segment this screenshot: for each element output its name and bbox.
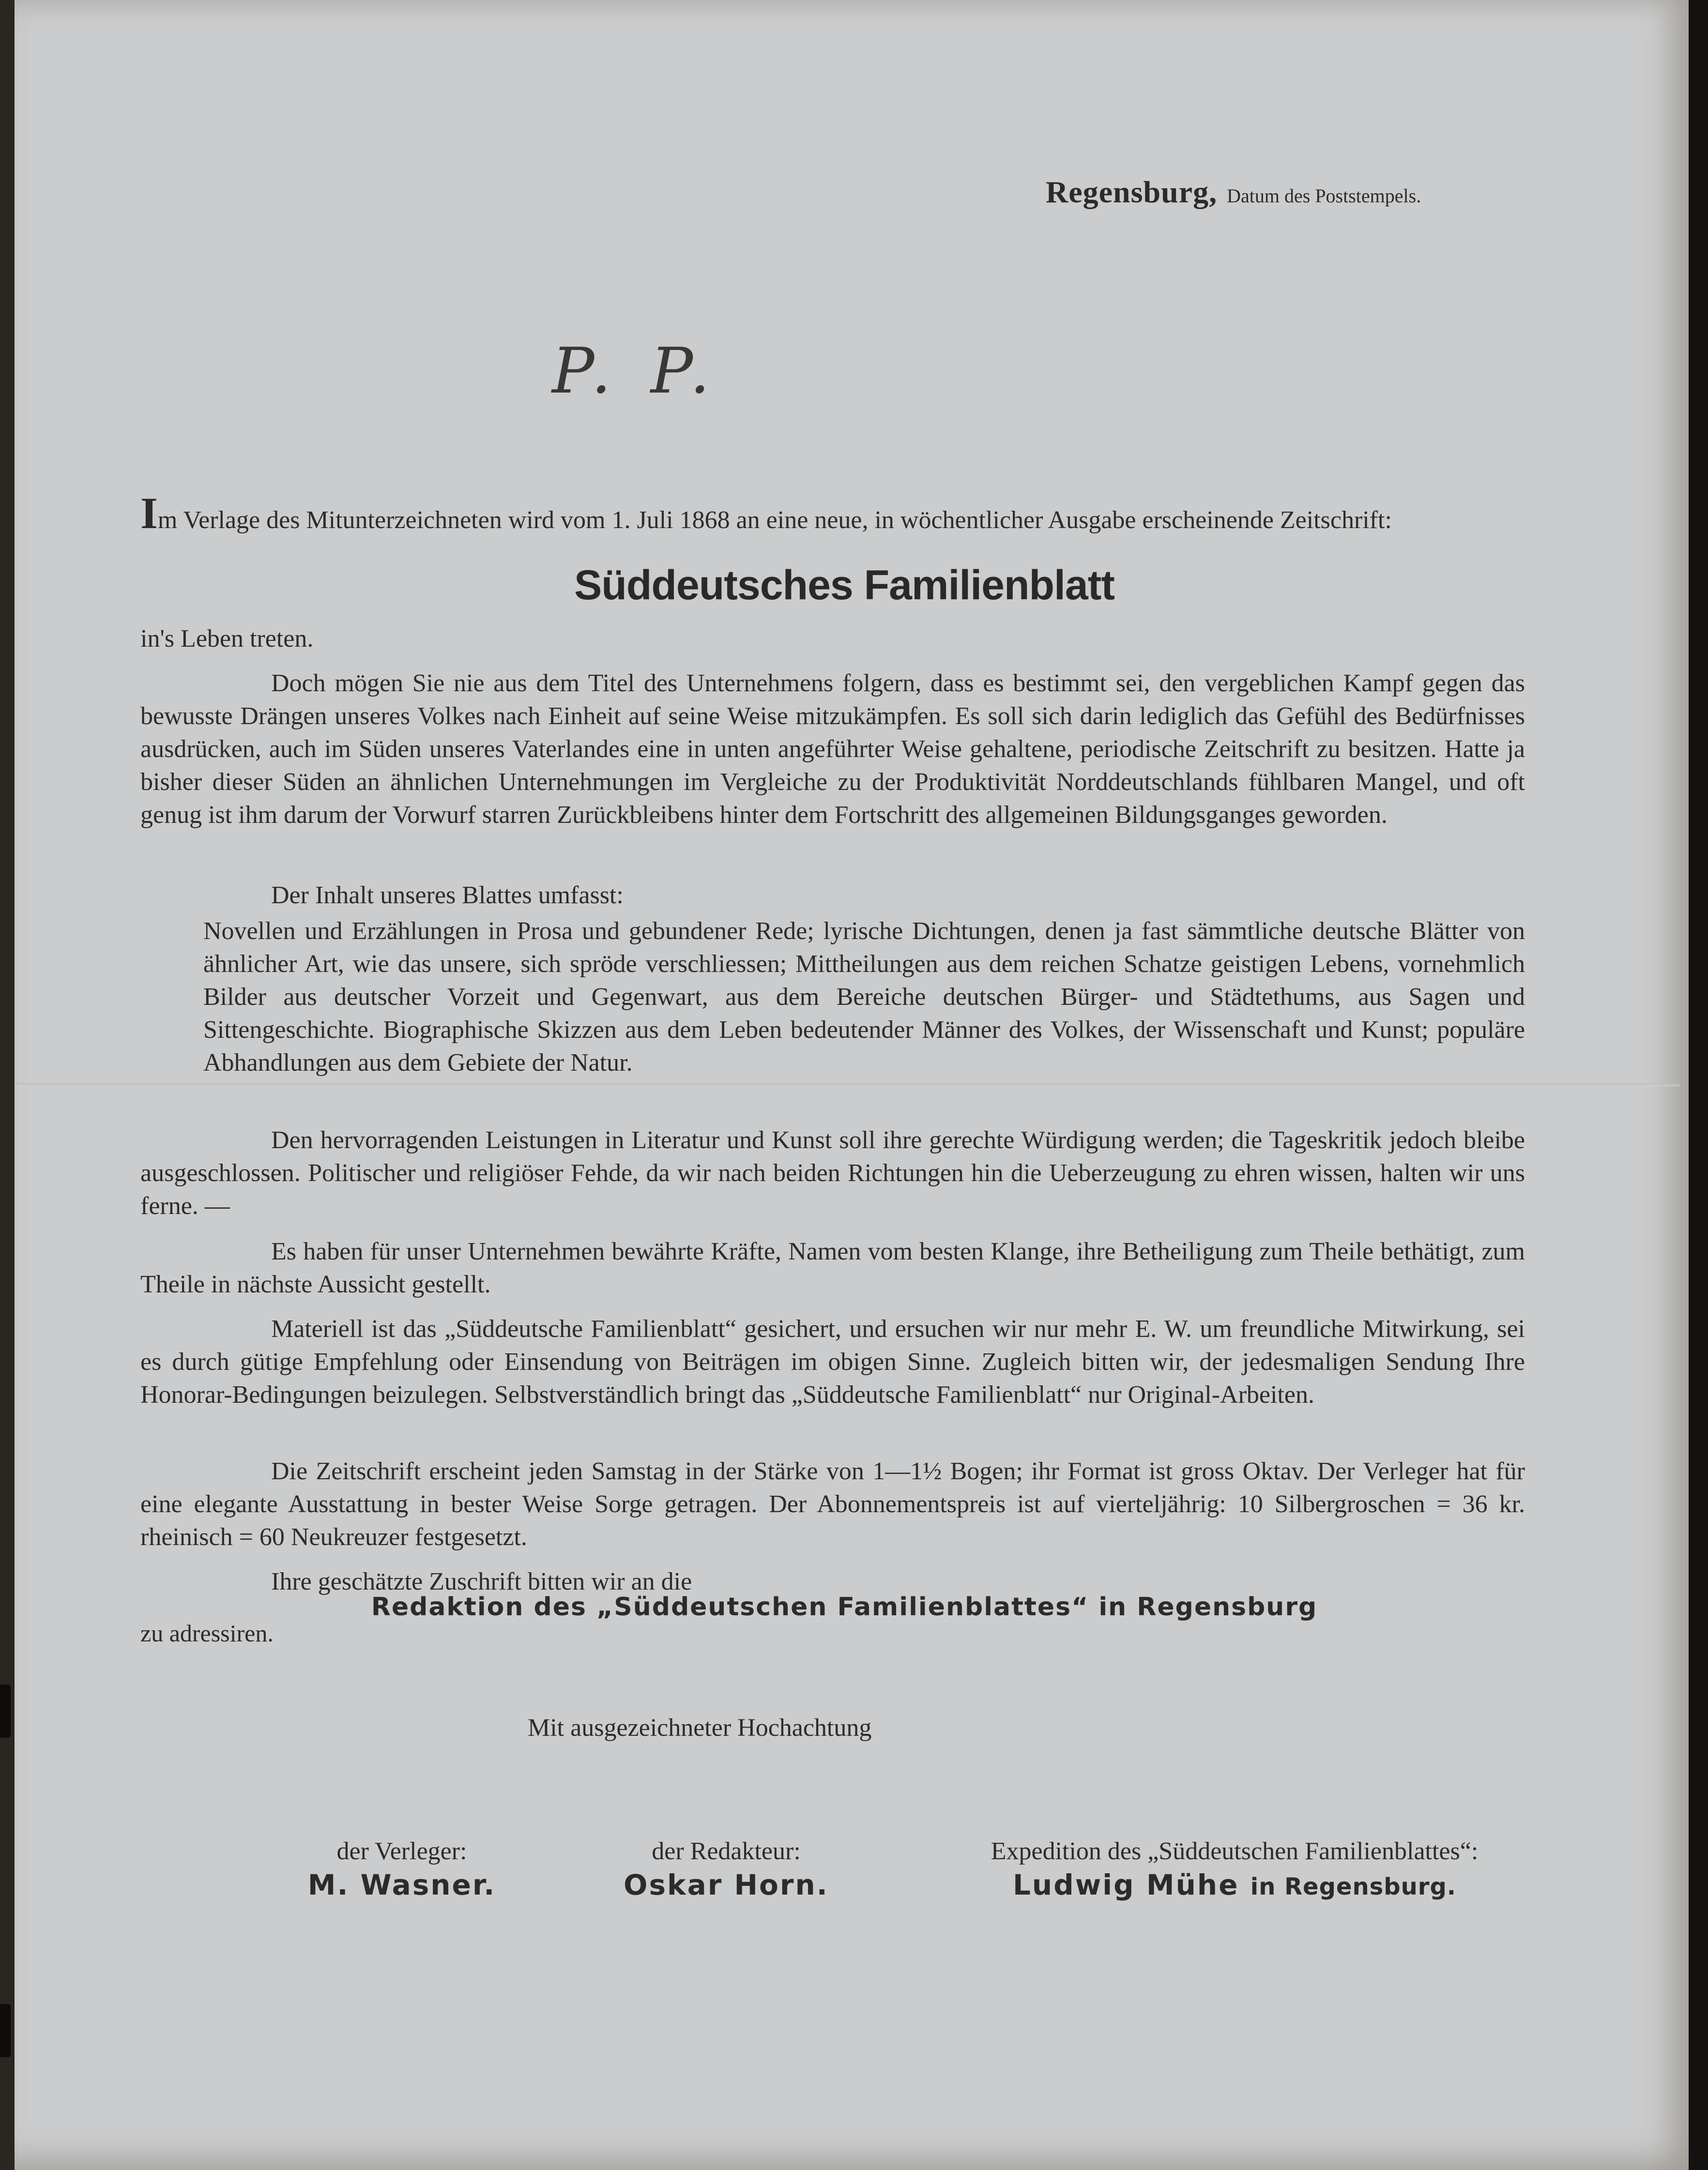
paragraph-text: Die Zeitschrift erscheint jeden Samstag in der Stärke von 1—1½ Bogen; ihr Format ist gross Oktav. Der Verleger hat für eine elegante Ausstattung in bester Weise Sorge getragen. Der Abonnementspreis ist auf vierteljährig: 10 Silbergroschen = 36 kr. rheinisch = 60 Neukreuzer festgesetzt.	[140, 1457, 1525, 1551]
signature-verleger	[271, 1837, 533, 1901]
intro-paragraph	[140, 488, 1525, 538]
paragraph-text: Doch mögen Sie nie aus dem Titel des Unternehmens folgern, dass es bestimmt sei, den vergeblichen Kampf gegen das bewusste Drängen unseres Volkes nach Einheit auf seine Weise mitzukämpfen. Es soll sich darin lediglich das Gefühl des Bedürfnisses ausdrücken, auch im Süden unseres Vaterlandes eine in unten angeführter Weise gehaltene, periodische Zeitschrift zu besitzen. Hatte ja bisher dieser Süden an ähnlichen Unternehmungen im Vergleiche zu der Produktivität Norddeutschlands fühlbaren Mangel, und oft genug ist ihm darum der Vorwurf starren Zurückbleibens hinter dem Fortschritt des allgemeinen Bildungsganges geworden.	[140, 669, 1525, 829]
paragraph-text: Den hervorragenden Leistungen in Literatur und Kunst soll ihre gerechte Würdigung werden; die Tageskritik jedoch bleibe ausgeschlossen. Politischer und religiöser Fehde, da wir nach beiden Richtungen hin die Ueberzeugung zu ehren wissen, halten wir uns ferne. —	[140, 1126, 1525, 1220]
contents-text: Novellen und Erzählungen in Prosa und gebundener Rede; lyrische Dichtungen, denen ja fast sämmtliche deutsche Blätter von ähnlicher Art, wie das unsere, sich spröde verschliessen; Mittheilungen aus dem reichen Schatze geistigen Lebens, vornehmlich Bilder aus deutscher Vorzeit und Gegenwart, aus dem Bereiche deutschen Bürger- und Städtethums, aus Sagen und Sittengeschichte. Biographische Skizzen aus dem Leben bedeutender Männer des Volkes, der Wissenschaft und Kunst; populäre Abhandlungen aus dem Gebiete der Natur.	[203, 917, 1525, 1077]
paragraph-1	[140, 667, 1525, 832]
signature-place: in Regensburg.	[1250, 1873, 1457, 1900]
page-right-edge	[1689, 0, 1708, 2170]
address-closing: zu adressiren.	[140, 1620, 274, 1647]
intro-text: m Verlage des Mitunterzeichneten wird vom 1. Juli 1868 an eine neue, in wöchentlicher Ausgabe erscheinende Zeitschrift:	[157, 506, 1392, 534]
signature-name-line	[920, 1868, 1549, 1901]
page-left-edge	[0, 0, 15, 2170]
signature-role: der Verleger:	[336, 1837, 467, 1865]
place-date-line	[1046, 174, 1421, 210]
signature-expedition	[920, 1837, 1549, 1901]
paragraph-4	[140, 1313, 1525, 1411]
place-name: Regensburg,	[1046, 175, 1218, 209]
paragraph-2	[140, 1124, 1525, 1223]
paragraph-5	[140, 1455, 1525, 1554]
signature-redakteur	[586, 1837, 867, 1901]
signature-name: Ludwig Mühe	[1012, 1868, 1239, 1901]
paragraph-3	[140, 1235, 1525, 1301]
paragraph-text: Ihre geschätzte Zuschrift bitten wir an die	[271, 1568, 692, 1595]
lead-letter: I	[140, 488, 158, 538]
signature-role: Expedition des „Süddeutschen Familienblattes“:	[991, 1837, 1479, 1865]
contents-intro: Der Inhalt unseres Blattes umfasst:	[271, 881, 624, 909]
after-title-text	[140, 622, 1525, 655]
salutation: P. P.	[552, 334, 720, 408]
signature-role: der Redakteur:	[652, 1837, 801, 1865]
after-title: in's Leben treten.	[140, 625, 314, 653]
date-note: Datum des Poststempels.	[1227, 185, 1421, 207]
signature-name: Oskar Horn.	[624, 1868, 829, 1901]
binding-mark	[0, 2004, 11, 2057]
signature-name: M. Wasner.	[307, 1868, 496, 1901]
publication-title: Süddeutsches Familienblatt	[574, 562, 1115, 608]
paragraph-text: Es haben für unser Unternehmen bewährte Kräfte, Namen vom besten Klange, ihre Betheiligung zum Theile bethätigt, zum Theile in nächste Aussicht gestellt.	[140, 1238, 1525, 1298]
binding-mark	[0, 1684, 11, 1738]
redaktion-address: Redaktion des „Süddeutschen Familienblattes“ in Regensburg	[371, 1593, 1318, 1622]
closing-formula: Mit ausgezeichneter Hochachtung	[528, 1714, 872, 1742]
paper-fold-line	[15, 1083, 1680, 1086]
paragraph-text: Materiell ist das „Süddeutsche Familienblatt“ gesichert, und ersuchen wir nur mehr E. W. um freundliche Mitwirkung, sei es durch gütige Empfehlung oder Einsendung von Beiträgen im obigen Sinne. Zugleich bitten wir, der jedesmaligen Sendung Ihre Honorar-Bedingungen beizulegen. Selbstverständlich bringt das „Süddeutsche Familienblatt“ nur Original-Arbeiten.	[140, 1315, 1525, 1409]
contents-list	[203, 915, 1525, 1079]
